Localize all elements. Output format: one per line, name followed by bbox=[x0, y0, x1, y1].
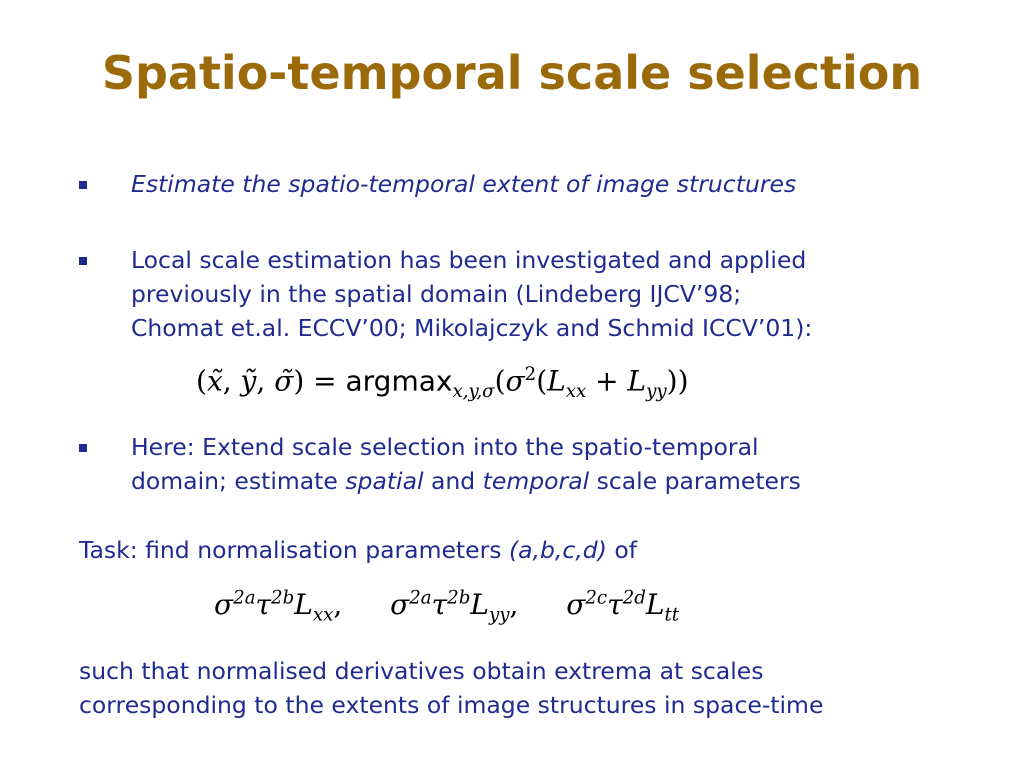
term-xx: $\sigma^{2a}\tau^{2b}L_{xx}$, bbox=[214, 588, 343, 626]
normalised-derivatives-equation bbox=[214, 588, 679, 626]
bullet-text-2-line-3: Chomat et.al. ECCV’00; Mikolajczyk and Schmid ICCV’01): bbox=[131, 314, 813, 342]
bullet-marker bbox=[79, 257, 87, 265]
slide-title: Spatio-temporal scale selection bbox=[101, 46, 923, 100]
bullet-text-3-line-1: Here: Extend scale selection into the spatio-temporal bbox=[131, 433, 759, 461]
bullet-text-3-line-2: domain; estimate spatial and temporal scale parameters bbox=[131, 467, 801, 495]
conclusion-line-1: such that normalised derivatives obtain extrema at scales bbox=[79, 657, 764, 685]
bullet-text-2-line-2: previously in the spatial domain (Lindeberg IJCV’98; bbox=[131, 280, 742, 308]
term-yy: $\sigma^{2a}\tau^{2b}L_{yy}$, bbox=[390, 588, 519, 626]
bullet-text-1: Estimate the spatio-temporal extent of image structures bbox=[131, 170, 797, 198]
scale-selection-equation: (x̃, ỹ, σ̃) = $argmax_{x,y,\sigma}(\sigma^2(L_{xx} + L_{yy}))$ bbox=[196, 364, 689, 402]
bullet-text-2-line-1: Local scale estimation has been investigated and applied bbox=[131, 246, 807, 274]
task-text: Task: find normalisation parameters (a,b,c,d) of bbox=[79, 536, 637, 564]
conclusion-line-2: corresponding to the extents of image structures in space-time bbox=[79, 691, 824, 719]
bullet-marker bbox=[79, 444, 87, 452]
term-tt: $\sigma^{2c}\tau^{2d}L_{tt}$ bbox=[566, 588, 680, 626]
bullet-marker bbox=[79, 181, 87, 189]
